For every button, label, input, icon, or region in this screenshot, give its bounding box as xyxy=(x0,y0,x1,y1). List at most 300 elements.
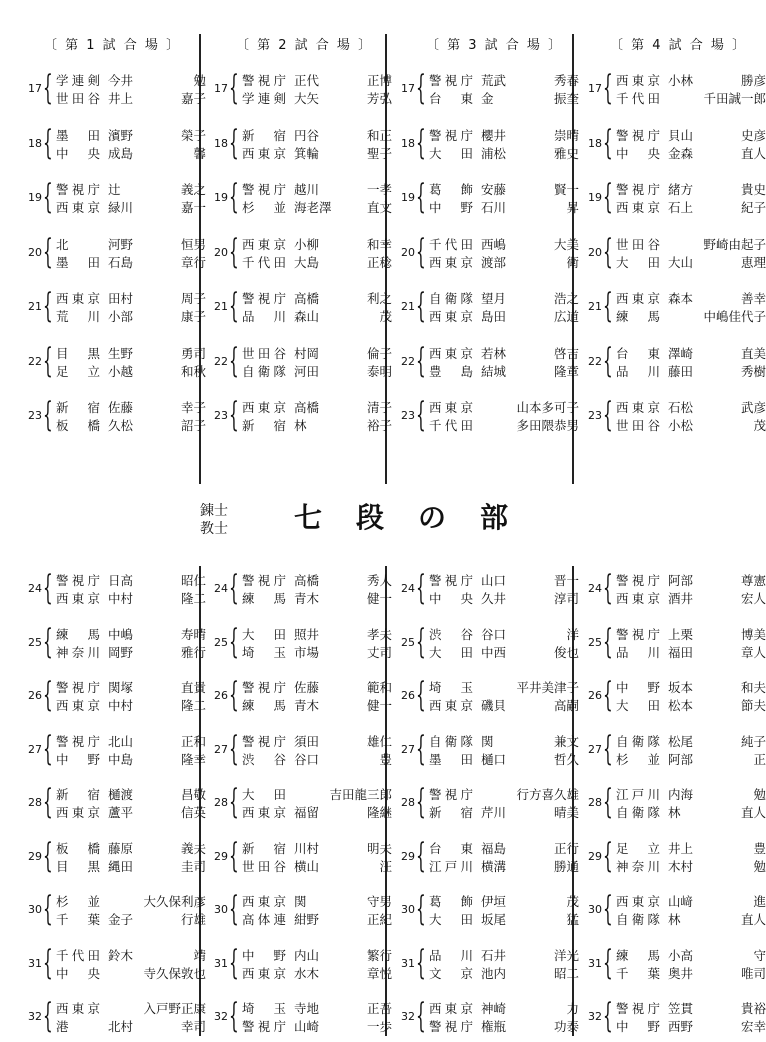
match-number: 23 xyxy=(28,409,42,422)
competitor-affiliation: 杉並 xyxy=(56,894,100,909)
competitor-row xyxy=(242,1018,392,1036)
competitor-given-name: 隆二 xyxy=(180,591,206,606)
competitor-given-name: 貴史 xyxy=(740,182,766,197)
competitor-given-name: 宏人 xyxy=(740,591,766,606)
competitor-given-name: 勝彦 xyxy=(740,73,766,88)
competitor-affiliation: 杉並 xyxy=(242,200,286,215)
match-entry xyxy=(208,782,392,822)
competitor-row xyxy=(56,911,206,929)
competitor-surname: 藤原 xyxy=(108,840,134,856)
competitor-given-name: 馨 xyxy=(193,145,206,161)
match-number: 19 xyxy=(401,191,415,204)
competitor-affiliation: 新宿 xyxy=(56,400,100,415)
competitor-affiliation: 江戸川 xyxy=(616,787,660,802)
competitor-affiliation: 世田谷 xyxy=(616,236,660,252)
competitor-affiliation: 警視庁 xyxy=(242,182,286,197)
competitor-affiliation: 西東京 xyxy=(616,73,660,88)
brace-icon: { xyxy=(43,68,53,108)
competitor-affiliation: 世田谷 xyxy=(242,858,286,874)
competitor-row xyxy=(429,254,579,272)
competitor-affiliation: 警視庁 xyxy=(242,573,286,588)
competitor-given-name: 嘉子 xyxy=(180,91,206,106)
competitor-given-name: 茂 xyxy=(379,309,392,324)
competitor-given-name: 隆章 xyxy=(553,363,579,379)
brace-icon: { xyxy=(43,996,53,1036)
brace-icon: { xyxy=(416,177,426,217)
match-entry xyxy=(22,621,206,662)
competitor-affiliation: 大田 xyxy=(429,145,473,161)
competitor-given-name: 靖 xyxy=(193,947,206,963)
competitor-given-name: 秀春 xyxy=(553,73,579,88)
competitor-affiliation: 西東京 xyxy=(429,254,473,270)
competitor-affiliation: 警視庁 xyxy=(242,291,286,306)
competitor-given-name: 和夫 xyxy=(740,680,766,695)
competitor-row xyxy=(429,965,579,983)
competitor-surname: 若林 xyxy=(481,345,507,361)
competitor-row xyxy=(56,858,206,876)
match-entry xyxy=(208,340,392,381)
competitor-affiliation: 警視庁 xyxy=(429,1019,473,1034)
competitor-row xyxy=(429,590,579,608)
competitor-affiliation: 文京 xyxy=(429,965,473,981)
competitor-row xyxy=(616,72,766,90)
competitor-given-name: 健一 xyxy=(366,591,392,606)
competitor-surname: 寺久保敦也 xyxy=(143,965,206,981)
competitor-row xyxy=(616,308,766,326)
competitor-row xyxy=(56,840,206,858)
competitor-affiliation: 台東 xyxy=(429,91,473,106)
competitor-affiliation: 足立 xyxy=(616,840,660,856)
competitor-surname: 山﨑 xyxy=(668,894,694,909)
competitor-affiliation: 板橋 xyxy=(56,840,100,856)
match-number: 17 xyxy=(588,82,602,95)
competitor-affiliation: 警視庁 xyxy=(242,733,286,749)
competitor-surname: 坂尾 xyxy=(481,912,507,927)
competitor-given-name: 功泰 xyxy=(553,1019,579,1034)
match-number: 22 xyxy=(28,354,42,368)
brace-icon: { xyxy=(43,568,53,608)
competitor-surname: 林 xyxy=(294,418,307,433)
competitor-surname: 石井 xyxy=(481,947,507,963)
competitor-affiliation: 千代田 xyxy=(616,91,660,106)
match-number: 28 xyxy=(28,796,42,809)
competitor-surname: 福留 xyxy=(294,805,320,820)
competitor-affiliation: 墨田 xyxy=(429,751,473,767)
competitor-row xyxy=(429,90,579,108)
competitor-given-name: 唯司 xyxy=(740,965,766,981)
competitor-surname: 望月 xyxy=(481,291,507,306)
competitor-affiliation: 警視庁 xyxy=(242,680,286,695)
competitor-affiliation: 大田 xyxy=(616,254,660,270)
match-entry xyxy=(208,395,392,435)
competitor-given-name: 淳司 xyxy=(553,591,579,606)
competitor-surname: 金森 xyxy=(668,145,694,161)
competitor-surname: 縄田 xyxy=(108,858,134,874)
brace-icon: { xyxy=(603,231,613,272)
competitor-row xyxy=(616,911,766,929)
match-number: 32 xyxy=(214,1010,228,1023)
match-entry xyxy=(395,996,579,1036)
match-number: 17 xyxy=(214,82,228,95)
competitor-affiliation: 西東京 xyxy=(242,145,286,161)
competitor-given-name: 一孝 xyxy=(366,182,392,197)
match-number: 20 xyxy=(214,245,228,259)
competitor-row xyxy=(616,679,766,697)
brace-icon: { xyxy=(603,942,613,983)
competitor-affiliation: 千代田 xyxy=(242,254,286,270)
match-number: 25 xyxy=(401,635,415,649)
competitor-row xyxy=(429,363,579,381)
competitor-surname: 関塚 xyxy=(108,680,134,695)
competitor-given-name: 恵理 xyxy=(740,254,766,270)
competitor-given-name: 丈司 xyxy=(366,644,392,660)
competitor-affiliation: 足立 xyxy=(56,363,100,379)
competitor-row xyxy=(429,840,579,858)
competitor-surname: 石川 xyxy=(481,200,507,215)
competitor-given-name: 守 xyxy=(753,947,766,963)
competitor-surname: 澤崎 xyxy=(668,345,694,361)
brace-icon: { xyxy=(229,728,239,769)
competitor-row xyxy=(242,181,392,199)
match-entry xyxy=(208,942,392,983)
brace-icon: { xyxy=(603,728,613,769)
competitor-affiliation: 警視庁 xyxy=(616,1001,660,1016)
brace-icon: { xyxy=(229,395,239,435)
competitor-surname: 芹川 xyxy=(481,805,507,820)
competitor-row xyxy=(616,290,766,308)
competitor-affiliation: 警視庁 xyxy=(616,573,660,588)
competitor-surname: 金子 xyxy=(108,912,134,927)
match-entry xyxy=(22,942,206,983)
competitor-row xyxy=(242,572,392,590)
competitor-row xyxy=(56,399,206,417)
competitor-affiliation: 警視庁 xyxy=(56,182,100,197)
brace-icon: { xyxy=(603,889,613,929)
competitor-surname: 谷口 xyxy=(294,751,320,767)
match-number: 32 xyxy=(588,1010,602,1023)
competitor-row xyxy=(616,572,766,590)
competitor-surname: 川村 xyxy=(294,840,320,856)
competitor-given-name: 倫子 xyxy=(366,345,392,361)
match-entry xyxy=(22,835,206,876)
competitor-surname: 河田 xyxy=(294,363,320,379)
competitor-surname: 紺野 xyxy=(294,912,320,927)
competitor-affiliation: 豊島 xyxy=(429,363,473,379)
match-entry xyxy=(22,996,206,1036)
match-entry xyxy=(582,675,766,715)
competitor-surname: 貝山 xyxy=(668,127,694,143)
competitor-affiliation: 警視庁 xyxy=(429,787,473,802)
match-entry xyxy=(208,231,392,272)
competitor-surname: 水木 xyxy=(294,965,320,981)
match-number: 21 xyxy=(401,300,415,313)
competitor-row xyxy=(56,199,206,217)
competitor-surname: 今井 xyxy=(108,73,134,88)
competitor-affiliation: 千代田 xyxy=(429,236,473,252)
match-number: 30 xyxy=(28,903,42,916)
competitor-row xyxy=(56,127,206,145)
competitor-affiliation: 学連剣 xyxy=(56,73,100,88)
competitor-row xyxy=(242,72,392,90)
competitor-given-name: 尊憲 xyxy=(740,573,766,588)
competitor-affiliation: 西東京 xyxy=(242,894,286,909)
competitor-affiliation: 西東京 xyxy=(429,1001,473,1016)
competitor-affiliation: 大田 xyxy=(242,787,286,802)
competitor-surname: 円谷 xyxy=(294,127,320,143)
competitor-given-name: 豊 xyxy=(753,840,766,856)
competitor-given-name: 正行 xyxy=(553,840,579,856)
competitor-row xyxy=(56,679,206,697)
brace-icon: { xyxy=(416,231,426,272)
competitor-affiliation: 西東京 xyxy=(242,805,286,820)
competitor-affiliation: 世田谷 xyxy=(616,418,660,433)
competitor-given-name: 芳弘 xyxy=(366,91,392,106)
competitor-row xyxy=(242,893,392,911)
competitor-given-name: 衛 xyxy=(566,254,579,270)
competitor-row xyxy=(242,145,392,163)
competitor-surname: 成島 xyxy=(108,145,134,161)
competitor-affiliation: 中央 xyxy=(56,145,100,161)
competitor-surname: 村岡 xyxy=(294,345,320,361)
competitor-given-name: 茂 xyxy=(566,894,579,909)
competitor-affiliation: 神奈川 xyxy=(56,644,100,660)
match-entry xyxy=(22,68,206,108)
section-title xyxy=(200,496,600,546)
brace-icon: { xyxy=(603,675,613,715)
competitor-affiliation: 西東京 xyxy=(56,200,100,215)
brace-icon: { xyxy=(603,122,613,163)
competitor-affiliation: 練馬 xyxy=(56,626,100,642)
match-entry xyxy=(208,889,392,929)
brace-icon: { xyxy=(416,621,426,662)
competitor-surname: 藤田 xyxy=(668,363,694,379)
competitor-affiliation: 警視庁 xyxy=(616,626,660,642)
match-number: 24 xyxy=(588,582,602,595)
brace-icon: { xyxy=(43,231,53,272)
competitor-affiliation: 警視庁 xyxy=(56,733,100,749)
competitor-surname: 関 xyxy=(294,894,307,909)
competitor-given-name: 隆二 xyxy=(180,698,206,713)
competitor-affiliation: 江戸川 xyxy=(429,858,473,874)
competitor-given-name: 洋光 xyxy=(553,947,579,963)
competitor-given-name: 啓吉 xyxy=(553,345,579,361)
competitor-surname: 権瓶 xyxy=(481,1019,507,1034)
match-number: 25 xyxy=(214,635,228,649)
competitor-row xyxy=(429,127,579,145)
match-number: 18 xyxy=(401,136,415,150)
competitor-surname: 鈴木 xyxy=(108,947,134,963)
competitor-affiliation: 警視庁 xyxy=(56,573,100,588)
match-entry xyxy=(582,286,766,326)
competitor-row xyxy=(242,1000,392,1018)
competitor-row xyxy=(56,965,206,983)
match-entry xyxy=(22,395,206,435)
competitor-given-name: 昭仁 xyxy=(180,573,206,588)
competitor-row xyxy=(429,72,579,90)
match-number: 30 xyxy=(401,903,415,916)
match-number: 29 xyxy=(401,849,415,863)
competitor-surname: 久井 xyxy=(481,591,507,606)
competitor-affiliation: 埼玉 xyxy=(429,680,473,695)
competitor-surname: 松本 xyxy=(668,698,694,713)
competitor-affiliation: 千葉 xyxy=(56,912,100,927)
competitor-given-name: 周子 xyxy=(180,291,206,306)
match-number: 26 xyxy=(214,689,228,702)
competitor-surname: 高橋 xyxy=(294,400,320,415)
competitor-row xyxy=(429,1018,579,1036)
competitor-affiliation: 西東京 xyxy=(616,591,660,606)
brace-icon: { xyxy=(43,728,53,769)
competitor-affiliation: 板橋 xyxy=(56,418,100,433)
competitor-surname: 小林 xyxy=(668,73,694,88)
competitor-affiliation: 千代田 xyxy=(429,418,473,433)
competitor-affiliation: 警視庁 xyxy=(56,680,100,695)
competitor-surname: 須田 xyxy=(294,733,320,749)
competitor-affiliation: 西東京 xyxy=(56,698,100,713)
competitor-surname: 濱野 xyxy=(108,127,134,143)
competitor-given-name: 繁行 xyxy=(366,947,392,963)
competitor-affiliation: 世田谷 xyxy=(56,91,100,106)
competitor-given-name: 勉 xyxy=(753,858,766,874)
competitor-row xyxy=(56,90,206,108)
competitor-affiliation: 自衛隊 xyxy=(242,363,286,379)
match-number: 21 xyxy=(588,300,602,313)
competitor-given-name: 力 xyxy=(566,1001,579,1016)
match-number: 29 xyxy=(28,849,42,863)
competitor-affiliation: 墨田 xyxy=(56,127,100,143)
competitor-row xyxy=(56,145,206,163)
match-number: 27 xyxy=(28,742,42,756)
competitor-given-name: 隆継 xyxy=(366,805,392,820)
competitor-row xyxy=(616,1018,766,1036)
competitor-given-name: 茂 xyxy=(753,418,766,433)
competitor-row xyxy=(429,804,579,822)
competitor-affiliation: 中野 xyxy=(56,751,100,767)
competitor-row xyxy=(56,290,206,308)
competitor-affiliation: 新宿 xyxy=(56,787,100,802)
brace-icon: { xyxy=(416,568,426,608)
competitor-affiliation: 大田 xyxy=(429,644,473,660)
match-number: 31 xyxy=(401,956,415,970)
competitor-surname: 山口 xyxy=(481,573,507,588)
competitor-surname: 緑川 xyxy=(108,200,134,215)
competitor-row xyxy=(56,751,206,769)
brace-icon: { xyxy=(229,835,239,876)
competitor-surname: 坂本 xyxy=(668,680,694,695)
competitor-given-name: 浩之 xyxy=(553,291,579,306)
match-entry xyxy=(22,889,206,929)
competitor-row xyxy=(56,786,206,804)
competitor-surname: 磯貝 xyxy=(481,698,507,713)
match-number: 19 xyxy=(28,191,42,204)
brace-icon: { xyxy=(416,728,426,769)
competitor-affiliation: 西東京 xyxy=(56,291,100,306)
competitor-given-name: 正博 xyxy=(366,73,392,88)
match-number: 26 xyxy=(401,689,415,702)
competitor-given-name: 直人 xyxy=(740,912,766,927)
brace-icon: { xyxy=(416,395,426,435)
competitor-row xyxy=(242,804,392,822)
competitor-row xyxy=(56,308,206,326)
competitor-affiliation: 品川 xyxy=(242,309,286,324)
competitor-surname: 河野 xyxy=(108,236,134,252)
competitor-row xyxy=(56,345,206,363)
competitor-row xyxy=(429,345,579,363)
brace-icon: { xyxy=(603,996,613,1036)
competitor-given-name: 直美 xyxy=(740,345,766,361)
competitor-row xyxy=(56,572,206,590)
competitor-row xyxy=(616,840,766,858)
competitor-affiliation: 大田 xyxy=(242,626,286,642)
competitor-given-name: 義夫 xyxy=(180,840,206,856)
competitor-row xyxy=(56,363,206,381)
competitor-row xyxy=(429,947,579,965)
competitor-surname: 高橋 xyxy=(294,291,320,306)
competitor-given-name: 幸子 xyxy=(180,400,206,415)
competitor-affiliation: 西東京 xyxy=(242,400,286,415)
match-entry xyxy=(395,122,579,163)
brace-icon: { xyxy=(416,996,426,1036)
competitor-affiliation: 西東京 xyxy=(56,591,100,606)
competitor-surname: 蘆平 xyxy=(108,805,134,820)
competitor-surname: 青木 xyxy=(294,698,320,713)
match-number: 22 xyxy=(214,354,228,368)
competitor-given-name: 崇晴 xyxy=(553,127,579,143)
match-entry xyxy=(582,942,766,983)
competitor-surname: 島田 xyxy=(481,309,507,324)
brace-icon: { xyxy=(229,621,239,662)
brace-icon: { xyxy=(603,621,613,662)
competitor-surname: 久松 xyxy=(108,418,134,433)
competitor-surname: 中島 xyxy=(108,751,134,767)
competitor-surname: 櫻井 xyxy=(481,127,507,143)
competitor-row xyxy=(242,199,392,217)
brace-icon: { xyxy=(229,675,239,715)
competitor-row xyxy=(429,858,579,876)
competitor-row xyxy=(242,236,392,254)
match-number: 32 xyxy=(401,1010,415,1023)
competitor-row xyxy=(56,590,206,608)
competitor-surname: 佐藤 xyxy=(294,680,320,695)
match-number: 29 xyxy=(588,849,602,863)
competitor-row xyxy=(616,804,766,822)
competitor-row xyxy=(56,1000,206,1018)
match-entry xyxy=(395,231,579,272)
competitor-given-name: 武彦 xyxy=(740,400,766,415)
match-entry xyxy=(22,286,206,326)
competitor-affiliation: 新宿 xyxy=(429,805,473,820)
competitor-given-name: 直貴 xyxy=(180,680,206,695)
competitor-affiliation: 警視庁 xyxy=(429,573,473,588)
competitor-affiliation: 警視庁 xyxy=(242,1019,286,1034)
match-number: 30 xyxy=(588,903,602,916)
court-4-header: 〔 第 4 試 合 場 〕 xyxy=(610,38,748,53)
competitor-given-name: 雅行 xyxy=(180,644,206,660)
competitor-given-name: 高嗣 xyxy=(553,698,579,713)
competitor-affiliation: 中央 xyxy=(429,591,473,606)
competitor-affiliation: 世田谷 xyxy=(242,345,286,361)
competitor-affiliation: 墨田 xyxy=(56,254,100,270)
competitor-row xyxy=(616,947,766,965)
brace-icon: { xyxy=(43,122,53,163)
competitor-given-name: 宏幸 xyxy=(740,1019,766,1034)
competitor-surname: 石島 xyxy=(108,254,134,270)
competitor-affiliation: 葛飾 xyxy=(429,182,473,197)
competitor-surname: 吉田龍三郎 xyxy=(329,787,392,802)
competitor-row xyxy=(616,733,766,751)
competitor-row xyxy=(616,626,766,644)
match-number: 27 xyxy=(401,742,415,756)
